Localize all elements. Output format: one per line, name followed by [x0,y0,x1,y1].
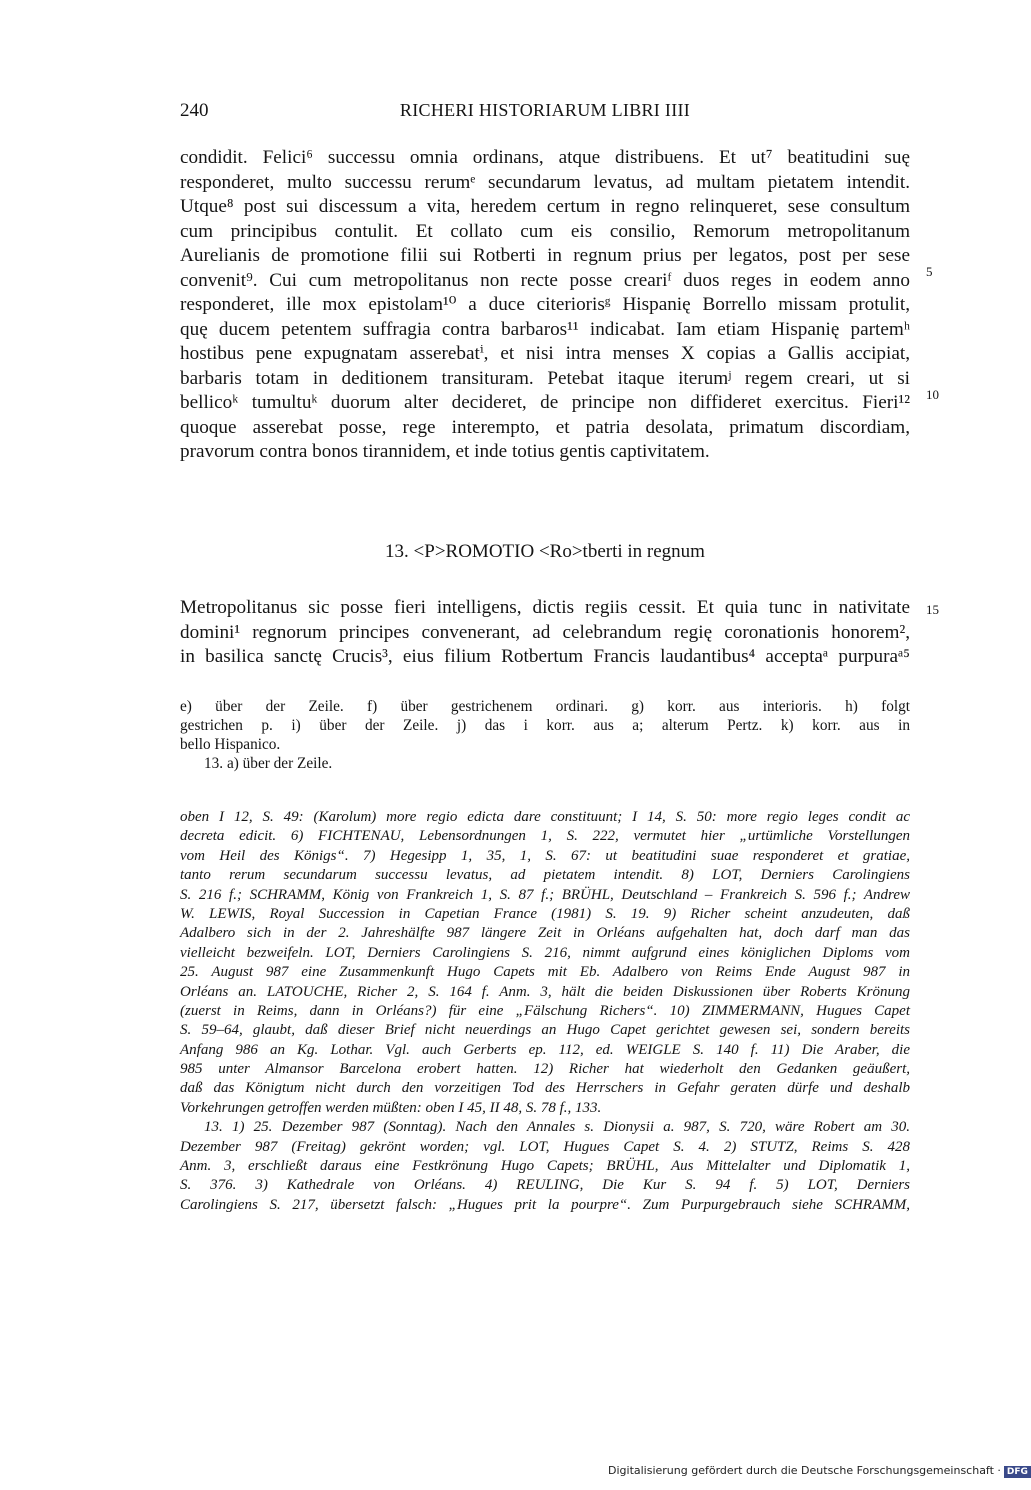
line-number: 5 [926,264,933,279]
dfg-logo: DFG [1004,1466,1031,1478]
page-number: 240 [180,100,209,121]
text-line: in basilica sanctę Crucis³, eius filium Rotbertum Francis laudantibus⁴ acceptaᵃ purpuraᵃ⁵ [180,646,910,667]
line-number: 10 [926,387,939,402]
note-line: Anfang 986 an Kg. Lothar. Vgl. auch Gerberts ep. 112, ed. WEIGLE S. 140 f. 11) Die Araber, die [180,1041,910,1058]
text-line: hostibus pene expugnatam asserebatⁱ, et nisi intra menses X copias a Gallis accipiat, [180,343,910,364]
text-line: Metropolitanus sic posse fieri intelligens, dictis regiis cessit. Et quia tunc in nativitate [180,597,910,618]
apparatus-line: e) über der Zeile. f) über gestrichenem ordinari. g) korr. aus interioris. h) folgt [180,698,910,715]
section-heading: 13. <P>ROMOTIO <Ro>tberti in regnum [385,541,705,562]
text-line: Aurelianis de promotione filii sui Rotberti in regnum prius per legatos, post per sese [180,245,910,266]
note-line: daß das Königtum nicht durch den vorzeitigen Tod des Herrschers in Gefahr geraten dürfe und deshalb [180,1080,910,1097]
note-line: tanto rerum secundarum successu levatus, ad pietatem intendit. 8) LOT, Derniers Carolingiens [180,867,910,884]
text-line: pravorum contra bonos tirannidem, et inde totius gentis captivitatem. [180,441,710,462]
note-line: vielleicht bezweifeln. LOT, Derniers Carolingiens S. 216, nimmt aufgrund eines königlichen Diploms vom [180,944,910,961]
note-line: 13. 1) 25. Dezember 987 (Sonntag). Nach den Annales s. Dionysii a. 987, S. 720, wäre Robert am 30. [204,1119,910,1136]
note-line: Orléans an. LATOUCHE, Richer 2, S. 164 f. Anm. 3, hält die beiden Diskussionen über Roberts Krönung [180,983,910,1000]
note-line: Anm. 3, erschließt daraus eine Festkrönung Hugo Capets; BRÜHL, Aus Mittelalter und Diplomatik 1, [180,1158,910,1175]
text-line: domini¹ regnorum principes convenerant, ad celebrandum regię coronationis honorem², [180,621,910,643]
funding-footer [608,1464,1031,1478]
line-number: 15 [926,602,939,617]
note-line: oben I 12, S. 49: (Karolum) more regio edicta dare constituunt; I 14, S. 50: more regio leges condit ac [180,809,910,825]
text-line: cum principibus contulit. Et collato cum eis consilio, Remorum metropolitanum [180,220,910,242]
apparatus-line: 13. a) über der Zeile. [204,755,333,772]
note-line: S. 376. 3) Kathedrale von Orléans. 4) REULING, Die Kur S. 94 f. 5) LOT, Derniers [180,1177,910,1194]
note-line: S. 59–64, glaubt, daß dieser Brief nicht neuerdings an Hugo Capet gerichtet gewesen sei, sondern bereits [180,1022,910,1039]
commentary-notes [180,808,910,1215]
main-text [180,146,910,465]
text-line: quę ducem petentem suffragia contra barbaros¹¹ indicabat. Iam etiam Hispanię partemʰ [180,318,910,340]
note-line: W. LEWIS, Royal Succession in Capetian France (1981) S. 19. 9) Richer scheint anzudeuten, daß [180,905,910,922]
note-line: vom Heil des Königs“. 7) Hegesipp 1, 35, 1, S. 67: ut beatitudini suae responderet et gratiae, [180,847,910,864]
critical-apparatus [180,697,910,773]
note-line: S. 216 f.; SCHRAMM, König von Frankreich 1, S. 87 f.; BRÜHL, Deutschland – Frankreich S. 596 f.; Andrew [180,886,910,903]
text-line: responderet, multo successu rerumᵉ secundarum levatus, ad multam pietatem intendit. [180,171,910,193]
note-line: 25. August 987 eine Zusammenkunft Hugo Capets mit Eb. Adalbero von Reims Ende August 987 in [180,964,910,981]
text-line: quoque asserebat posse, rege interempto, et patria desolata, primatum discordiam, [180,416,910,438]
note-line: 985 unter Almansor Barcelona erobert hatten. 12) Richer hat wiederholt den Gedanken geäußert, [180,1061,910,1078]
text-line: barbaris totam in deditionem transituram. Petebat itaque iterumʲ regem creari, ut si [180,367,910,389]
note-line: Adalbero sich in der 2. Jahreshälfte 987 längere Zeit in Orléans aufgehalten hat, doch darf man das [180,925,910,942]
text-line: convenit⁹. Cui cum metropolitanus non recte posse creariᶠ duos reges in eodem anno [180,269,910,291]
text-line: responderet, ille mox epistolam¹⁰ a duce citeriorisᵍ Hispanię Borrello missam protulit, [180,294,910,315]
apparatus-line: bello Hispanico. [180,736,281,753]
running-title: RICHERI HISTORIARUM LIBRI IIII [399,100,691,120]
note-line: decreta edicit. 6) FICHTENAU, Lebensordnungen 1, S. 222, vermutet hier „urtümliche Vorstellungen [180,828,910,845]
text-line: Utque⁸ post sui discessum a vita, heredem certum in regno relinqueret, sese consultum [180,196,910,217]
apparatus-line: gestrichen p. i) über der Zeile. j) das i korr. aus a; alterum Pertz. k) korr. aus in [180,717,910,734]
running-head [180,100,910,130]
note-line: (zuerst in Reims, dann in Orléans?) für eine „Fälschung Richers“. 10) ZIMMERMANN, Hugues Capet [180,1002,910,1019]
text-line: condidit. Felici⁶ successu omnia ordinans, atque distribuens. Et ut⁷ beatitudini suę [180,147,910,168]
funding-text: Digitalisierung gefördert durch die Deutsche Forschungsgemeinschaft · [608,1464,1001,1477]
note-line: Vorkehrungen getroffen werden müßten: oben I 45, II 48, S. 78 f., 133. [180,1099,602,1116]
section-text [180,596,910,670]
note-line: Dezember 987 (Freitag) gekrönt worden; vgl. LOT, Hugues Capet S. 4. 2) STUTZ, Reims S. 428 [180,1138,910,1155]
text-line: bellicoᵏ tumultuᵏ duorum alter decideret, de principe non diffideret exercitus. Fieri¹² [180,392,910,413]
note-line: Carolingiens S. 217, übersetzt falsch: „Hugues prit la pourpre“. Zum Purpurgebrauch siehe SCHRAMM, [180,1196,910,1213]
